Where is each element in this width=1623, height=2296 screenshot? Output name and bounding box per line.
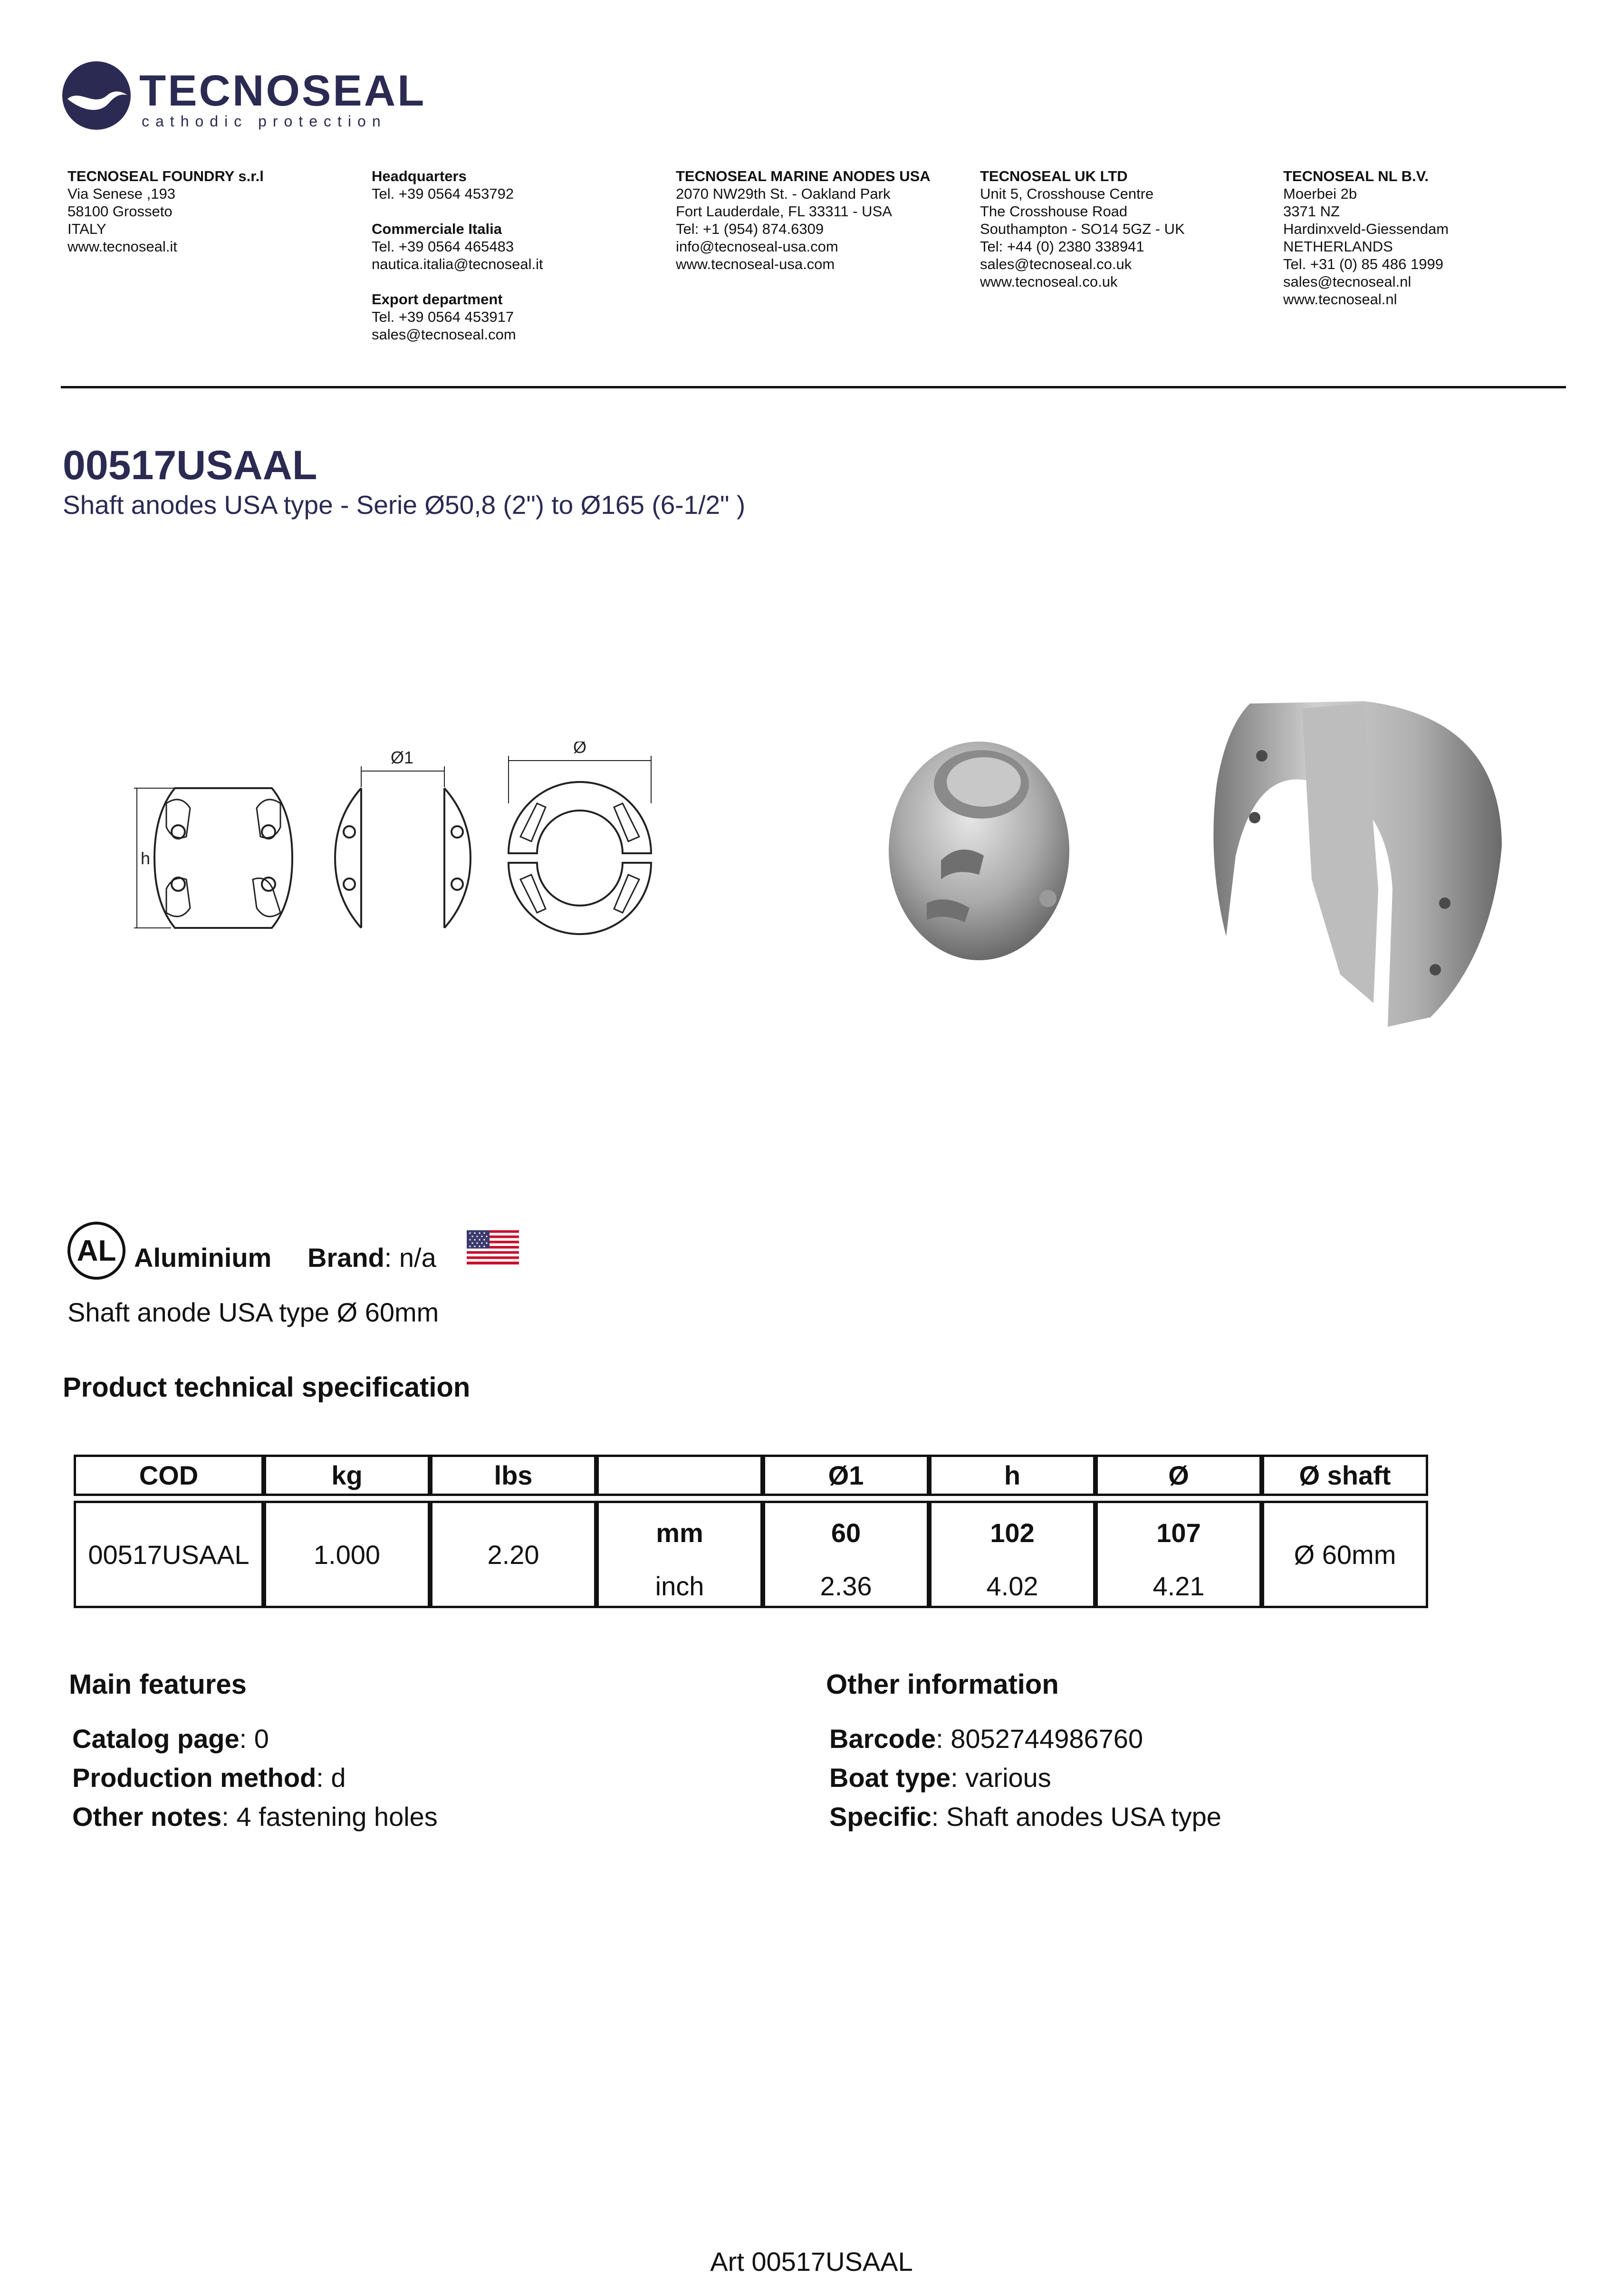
feature-label: Barcode [829,1724,936,1754]
office-line: Unit 5, Crosshouse Centre [980,185,1154,202]
col-header-h: h [929,1455,1095,1496]
office-line: Tel. +39 0564 453917 [372,309,514,325]
office-heading: Export department [372,291,503,308]
office-line: www.tecnoseal.co.uk [980,273,1118,290]
office-heading: TECNOSEAL MARINE ANODES USA [676,168,931,184]
office-line: www.tecnoseal-usa.com [676,256,835,272]
brand-value: : n/a [384,1243,436,1273]
cell-lbs: 2.20 [430,1501,596,1608]
unit-inch: inch [655,1571,704,1601]
office-column [676,167,970,273]
office-line: Tel. +39 0564 453792 [372,185,514,202]
other-information-title: Other information [826,1669,1059,1700]
feature-label: Catalog page [72,1724,240,1754]
office-line: Tel: +1 (954) 874.6309 [676,221,824,237]
material-row [67,1222,638,1279]
brand-field [307,1242,436,1273]
office-line: sales@tecnoseal.nl [1283,273,1412,290]
col-header-unit [596,1455,763,1496]
cell-shaft: Ø 60mm [1262,1501,1428,1608]
spec-section-title: Product technical specification [63,1372,471,1403]
col-header-shaft: Ø shaft [1262,1455,1428,1496]
feature-label: Production method [72,1763,317,1793]
spacer [372,273,666,290]
cell-units [596,1501,763,1608]
feature-label: Boat type [829,1763,951,1793]
header-divider [61,386,1566,388]
office-line: Tel. +31 (0) 85 486 1999 [1283,256,1443,272]
product-code-title: 00517USAAL [63,443,317,488]
office-column [1283,167,1578,308]
feature-value: : various [951,1763,1051,1793]
anode-round-photo [889,742,1069,960]
material-name: Aluminium [134,1243,272,1273]
product-photos [884,689,1511,1032]
feature-value: : 4 fastening holes [221,1802,438,1832]
feature-item [829,1797,1542,1836]
office-line: www.tecnoseal.it [67,238,177,255]
feature-label: Other notes [72,1802,222,1832]
feature-label: Specific [829,1802,932,1832]
office-line: Tel: +44 (0) 2380 338941 [980,238,1144,255]
product-subtitle: Shaft anodes USA type - Serie Ø50,8 (2") to Ø165 (6-1/2" ) [63,490,746,520]
col-header-d: Ø [1095,1455,1262,1496]
feature-value: : d [316,1763,346,1793]
office-line: Moerbei 2b [1283,185,1357,202]
office-line: Hardinxveld-Giessendam [1283,221,1449,237]
other-information-list [829,1719,1542,1836]
main-features-list [72,1719,738,1836]
d-mm: 107 [1156,1518,1201,1548]
office-heading: TECNOSEAL UK LTD [980,168,1128,184]
office-heading: Commerciale Italia [372,221,502,237]
office-line: ITALY [67,221,106,237]
office-line: The Crosshouse Road [980,203,1128,220]
logo-tagline: cathodic protection [142,113,387,130]
spec-table [74,1455,1404,1608]
side-view-drawing [134,788,292,928]
tecnoseal-logo [61,60,441,131]
col-header-d1: Ø1 [763,1455,929,1496]
office-line: Tel. +39 0564 465483 [372,238,514,255]
label-h: h [141,849,151,868]
feature-value: : Shaft anodes USA type [931,1802,1221,1832]
feature-item [829,1758,1542,1797]
office-line: 3371 NZ [1283,203,1340,220]
footer-article: Art 00517USAAL [710,2247,913,2277]
aluminium-badge: AL [67,1222,125,1280]
office-line: www.tecnoseal.nl [1283,291,1397,308]
feature-value: : 0 [239,1724,269,1754]
office-line: sales@tecnoseal.com [372,326,516,343]
feature-item [72,1719,738,1758]
feature-item [829,1719,1542,1758]
usa-flag-icon [467,1230,519,1264]
office-heading: TECNOSEAL FOUNDRY s.r.l [67,168,264,184]
cell-kg: 1.000 [264,1501,430,1608]
brand-label: Brand [307,1243,384,1273]
spacer [372,203,666,220]
office-column [980,167,1275,290]
office-heading: Headquarters [372,168,467,184]
cell-cod: 00517USAAL [74,1501,264,1608]
office-line: 58100 Grosseto [67,203,173,220]
label-d: Ø [573,742,587,757]
col-header-kg: kg [264,1455,430,1496]
h-mm: 102 [990,1518,1035,1548]
d-inch: 4.21 [1152,1571,1205,1601]
unit-mm: mm [656,1518,703,1548]
end-view-drawing [509,742,651,934]
office-line: info@tecnoseal-usa.com [676,238,838,255]
office-line: 2070 NW29th St. - Oakland Park [676,185,891,202]
col-header-cod: COD [74,1455,264,1496]
h-inch: 4.02 [986,1571,1038,1601]
office-heading: TECNOSEAL NL B.V. [1283,168,1429,184]
office-column [67,167,362,255]
office-addresses [67,167,1588,348]
front-view-drawing [335,748,471,928]
feature-item [72,1797,738,1836]
office-line: sales@tecnoseal.co.uk [980,256,1132,272]
office-line: Via Senese ,193 [67,185,175,202]
logo-name: TECNOSEAL [139,67,426,115]
office-column [372,167,666,343]
d1-mm: 60 [831,1518,861,1548]
office-line: NETHERLANDS [1283,238,1393,255]
office-line: nautica.italia@tecnoseal.it [372,256,543,272]
technical-drawings [128,742,760,941]
main-features-title: Main features [69,1669,247,1700]
feature-item [72,1758,738,1797]
col-header-lbs: lbs [430,1455,596,1496]
product-description: Shaft anode USA type Ø 60mm [67,1297,439,1327]
anode-half-photo [1213,701,1502,1027]
d1-inch: 2.36 [820,1571,872,1601]
cell-d [1095,1501,1262,1608]
cell-h [929,1501,1095,1608]
office-line: Fort Lauderdale, FL 33311 - USA [676,203,892,220]
cell-d1 [763,1501,929,1608]
feature-value: : 8052744986760 [936,1724,1143,1754]
label-d1: Ø1 [391,748,414,767]
office-line: Southampton - SO14 5GZ - UK [980,221,1185,237]
